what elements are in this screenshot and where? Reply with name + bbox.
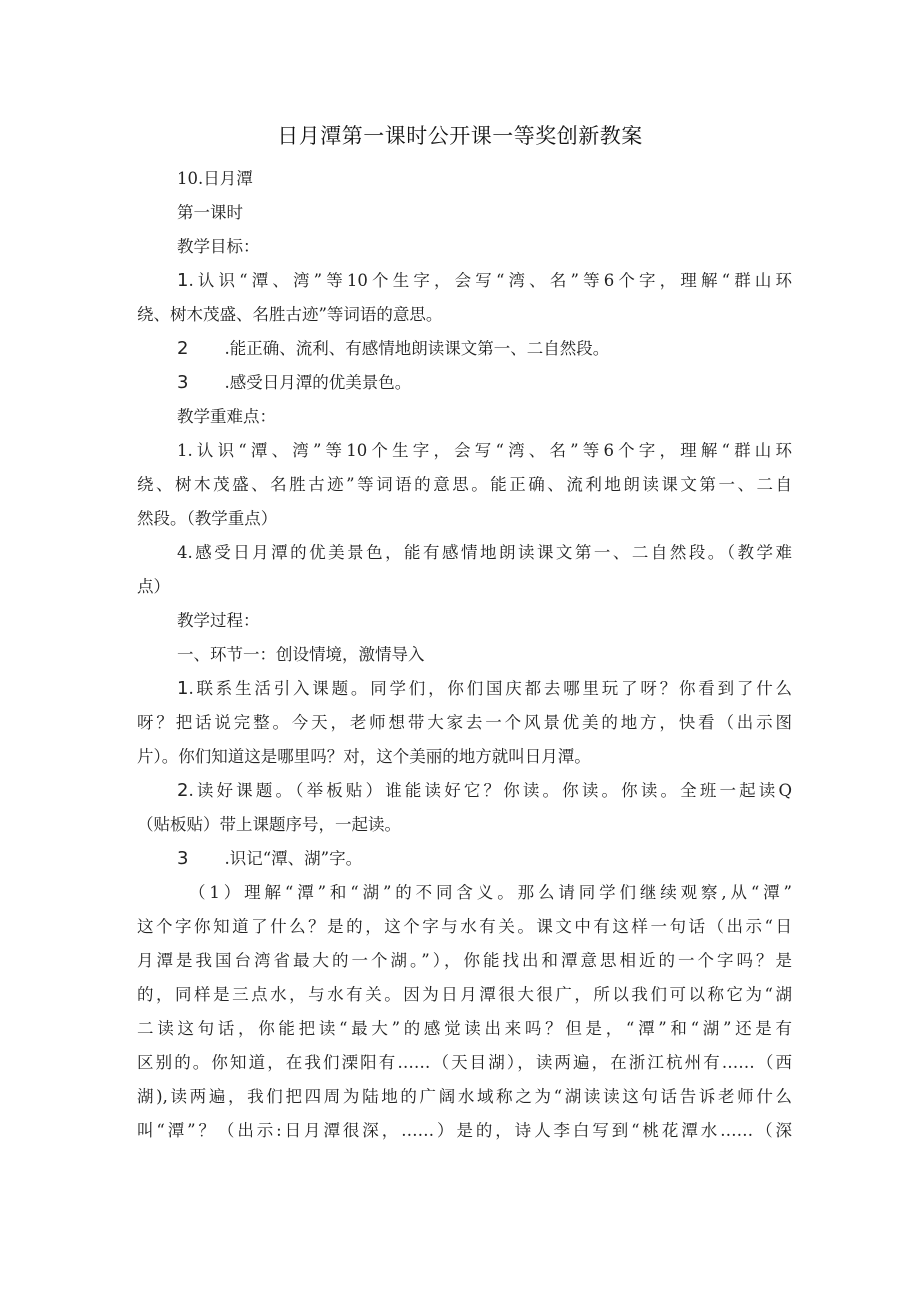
goal-1-number: 1 xyxy=(177,270,189,291)
step-2-line-2: （贴板贴）带上课题序号，一起读。 xyxy=(137,815,401,834)
goal-1-text: .认识“潭、湾”等10个生字，会写“湾、名”等6个字，理解“群山环 xyxy=(188,271,792,290)
key-point-1-line-3: 然段。（教学重点） xyxy=(137,509,278,528)
goal-1-line-2: 绕、树木茂盛、名胜古迹”等词语的意思。 xyxy=(137,305,443,324)
goal-2-text: .能正确、流利、有感情地朗读课文第一、二自然段。 xyxy=(224,339,610,358)
step-1-number: 1 xyxy=(177,678,189,699)
goals-heading: 教学目标： xyxy=(177,237,260,256)
step-1-line-1 xyxy=(137,672,792,706)
document-body xyxy=(137,162,792,1148)
key-point-2-line-1: 4.感受日月潭的优美景色，能有感情地朗读课文第一、二自然段。（教学难 xyxy=(177,543,792,562)
substep-1-line-8: 叫“潭”？（出示:日月潭很深，……）是的，诗人李白写到“桃花潭水……（深 xyxy=(137,1121,792,1140)
step-1-line-2: 呀？把话说完整。今天，老师想带大家去一个风景优美的地方，快看（出示图 xyxy=(137,713,792,732)
step-3 xyxy=(137,842,792,876)
substep-1-line-3: 月潭是我国台湾省最大的一个湖。”），你能找出和潭意思相近的一个字吗？是 xyxy=(137,951,792,970)
goal-1-line-1 xyxy=(137,264,792,298)
key-point-2-line-2: 点） xyxy=(137,577,170,596)
substep-1-line-2: 这个字你知道了什么？是的，这个字与水有关。课文中有这样一句话（出示“日 xyxy=(137,917,792,936)
substep-1-line-6: 区别的。你知道，在我们溧阳有……（天目湖），读两遍，在浙江杭州有……（西 xyxy=(137,1053,792,1072)
section-1-heading: 一、环节一：创设情境，激情导入 xyxy=(177,645,425,664)
goal-2-number: 2 xyxy=(177,338,189,359)
step-2-text: .读好课题。（举板贴）谁能读好它？你读。你读。你读。全班一起读Q xyxy=(188,781,792,800)
substep-1-line-1: （1）理解“潭”和“湖”的不同含义。那么请同学们继续观察,从“潭” xyxy=(189,883,792,902)
goal-3-text: .感受日月潭的优美景色。 xyxy=(224,373,412,392)
lesson-heading: 10.日月潭 xyxy=(177,169,253,188)
key-points-heading: 教学重难点： xyxy=(177,407,276,426)
step-1-text: .联系生活引入课题。同学们，你们国庆都去哪里玩了呀？你看到了什么 xyxy=(188,679,792,698)
goal-2 xyxy=(137,332,792,366)
key-point-1-line-1: 1.认识“潭、湾”等10个生字，会写“湾、名”等6个字，理解“群山环 xyxy=(177,441,792,460)
key-point-1-line-2: 绕、树木茂盛、名胜古迹”等词语的意思。能正确、流利地朗读课文第一、二自 xyxy=(137,475,792,494)
substep-1-line-7: 湖),读两遍，我们把四周为陆地的广阔水域称之为“湖读读这句话告诉老师什么 xyxy=(137,1087,792,1106)
substep-1-line-5: 二读这句话，你能把读“最大”的感觉读出来吗？但是，“潭”和“湖”还是有 xyxy=(137,1019,792,1038)
step-1-line-3: 片）。你们知道这是哪里吗？对，这个美丽的地方就叫日月潭。 xyxy=(137,747,591,766)
step-3-text: .识记“潭、湖”字。 xyxy=(224,849,363,868)
step-2-number: 2 xyxy=(177,780,189,801)
process-heading: 教学过程： xyxy=(177,611,260,630)
goal-3 xyxy=(137,366,792,400)
step-3-number: 3 xyxy=(177,848,189,869)
goal-3-number: 3 xyxy=(177,372,189,393)
substep-1-line-4: 的，同样是三点水，与水有关。因为日月潭很大很广，所以我们可以称它为“湖 xyxy=(137,985,792,1004)
step-2-line-1 xyxy=(137,774,792,808)
period-heading: 第一课时 xyxy=(177,203,243,222)
document-title: 日月潭第一课时公开课一等奖创新教案 xyxy=(277,124,643,148)
